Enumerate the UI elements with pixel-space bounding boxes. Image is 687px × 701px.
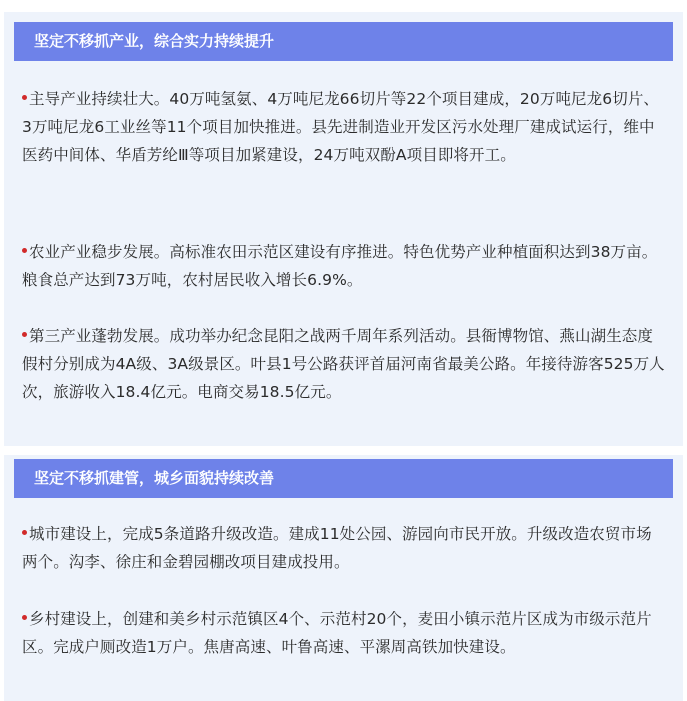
bullet-icon [22, 530, 27, 535]
list-item [22, 322, 667, 406]
section-title: 坚定不移抓产业，综合实力持续提升 [14, 22, 673, 61]
section-title: 坚定不移抓建管，城乡面貌持续改善 [14, 459, 673, 498]
paragraph-text: 主导产业持续壮大。40万吨氢氨、4万吨尼龙66切片等22个项目建成，20万吨尼龙6切片、3万吨尼龙6工业丝等11个项目加快推进。县先进制造业开发区污水处理厂建成试运行，维中医药中间体、华盾芳纶Ⅲ等项目加紧建设，24万吨双酚A项目即将开工。 [22, 90, 660, 164]
bullet-icon [22, 615, 27, 620]
bullet-icon [22, 95, 27, 100]
list-item [22, 85, 667, 169]
urban-rural-section [4, 455, 683, 701]
list-item [22, 520, 667, 576]
industry-section [4, 12, 683, 446]
bullet-icon [22, 332, 27, 337]
list-item [22, 605, 667, 661]
paragraph-text: 第三产业蓬勃发展。成功举办纪念昆阳之战两千周年系列活动。县衙博物馆、燕山湖生态度假村分别成为4A级、3A级景区。叶县1号公路获评首届河南省最美公路。年接待游客525万人次，旅游收入18.4亿元。电商交易18.5亿元。 [22, 327, 665, 401]
paragraph-text: 城市建设上，完成5条道路升级改造。建成11处公园、游园向市民开放。升级改造农贸市场两个。沟李、徐庄和金碧园棚改项目建成投用。 [22, 525, 652, 571]
list-item [22, 238, 667, 294]
paragraph-text: 乡村建设上，创建和美乡村示范镇区4个、示范村20个，麦田小镇示范片区成为市级示范片区。完成户厕改造1万户。焦唐高速、叶鲁高速、平漯周高铁加快建设。 [22, 610, 652, 656]
paragraph-text: 农业产业稳步发展。高标准农田示范区建设有序推进。特色优势产业种植面积达到38万亩。粮食总产达到73万吨，农村居民收入增长6.9%。 [22, 243, 658, 289]
bullet-icon [22, 248, 27, 253]
